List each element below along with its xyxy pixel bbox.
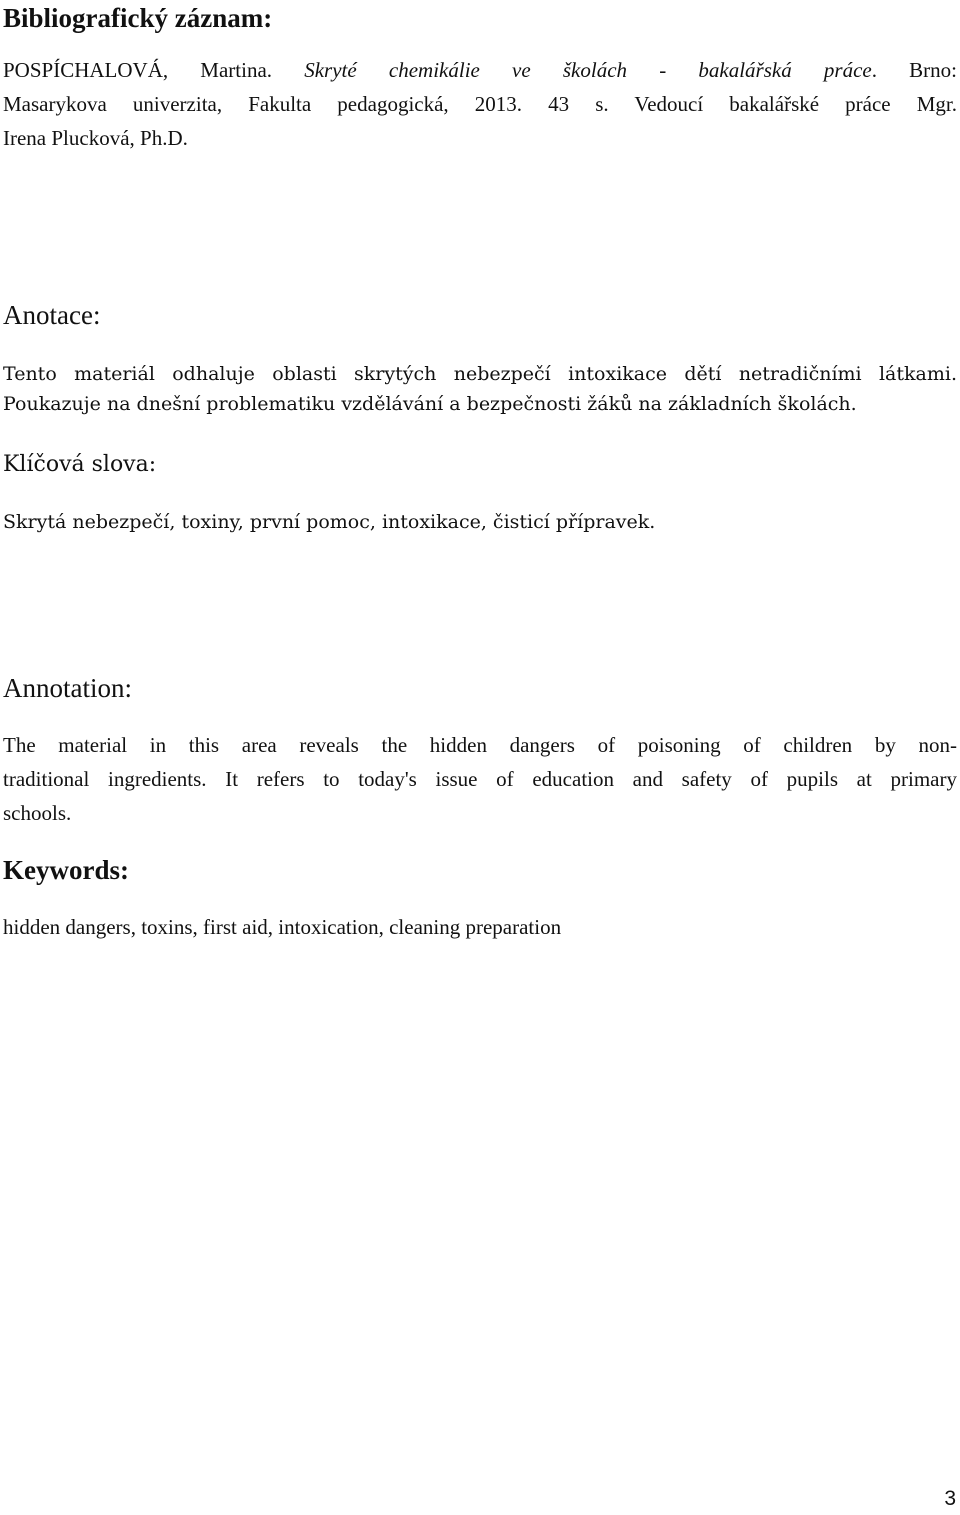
bibliographic-author: POSPÍCHALOVÁ, Martina. bbox=[3, 58, 273, 82]
klicova-slova-text: Skrytá nebezpečí, toxiny, první pomoc, intoxikace, čisticí přípravek. bbox=[3, 511, 656, 533]
annotation-heading: Annotation: bbox=[3, 673, 132, 703]
anotace-heading: Anotace: bbox=[3, 300, 101, 330]
annotation-text bbox=[3, 728, 957, 830]
bibliographic-heading: Bibliografický záznam: bbox=[3, 3, 273, 33]
annotation-line-3: schools. bbox=[3, 801, 72, 825]
bibliographic-line-1 bbox=[3, 53, 957, 87]
annotation-line-1: The material in this area reveals the hidden dangers of poisoning of children by non- bbox=[3, 733, 957, 757]
bibliographic-record bbox=[3, 53, 957, 155]
keywords-text: hidden dangers, toxins, first aid, intoxication, cleaning preparation bbox=[3, 915, 562, 939]
bibliographic-title: Skryté chemikálie ve školách - bakalářská práce bbox=[304, 58, 872, 82]
anotace-line-1: Tento materiál odhaluje oblasti skrytých nebezpečí intoxikace dětí netradičními látkami. bbox=[3, 363, 957, 385]
anotace-line-2: Poukazuje na dnešní problematiku vzdělávání a bezpečnosti žáků na základních školách. bbox=[3, 393, 857, 415]
keywords-heading: Keywords: bbox=[3, 855, 129, 885]
bibliographic-line-2: Masarykova univerzita, Fakulta pedagogická, 2013. 43 s. Vedoucí bakalářské práce Mgr. bbox=[3, 92, 957, 116]
annotation-line-2: traditional ingredients. It refers to today's issue of education and safety of pupils at primary bbox=[3, 767, 957, 791]
bibliographic-line-3: Irena Plucková, Ph.D. bbox=[3, 126, 188, 150]
bibliographic-city: . Brno: bbox=[871, 58, 958, 82]
page-number: 3 bbox=[944, 1487, 956, 1510]
klicova-slova-heading: Klíčová slova: bbox=[3, 452, 157, 477]
anotace-text bbox=[3, 359, 957, 419]
